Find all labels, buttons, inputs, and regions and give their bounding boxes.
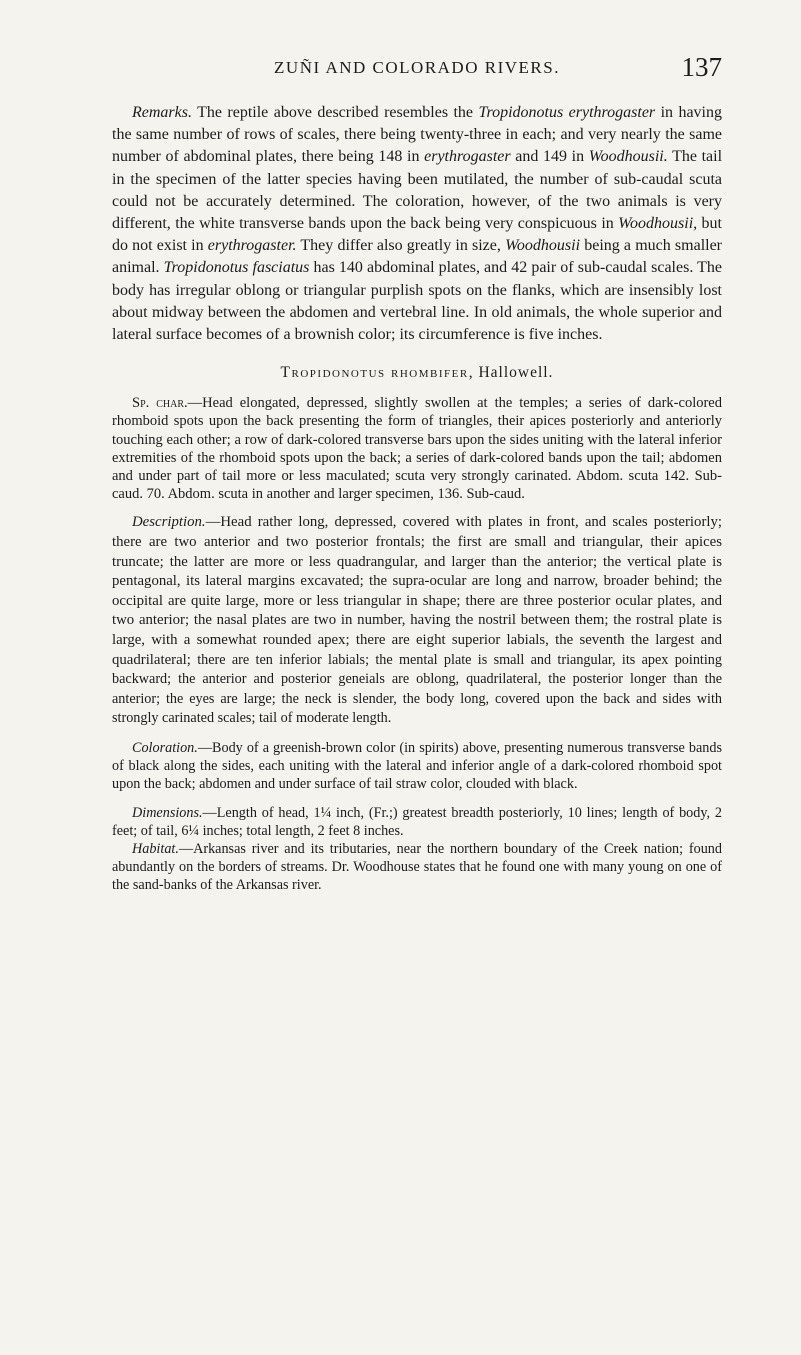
coloration-paragraph: Coloration.—Body of a greenish-brown color (in spirits) above, presenting numerous transverse bands of black along the sides, each uniting with the lateral and inferior angle of a dark-colored rhomboid spot upon the back; abdomen and under surface of tail straw color, clouded with black. [112,739,722,793]
description-label: Description. [132,514,206,531]
character-label: Sp. char. [132,395,188,412]
dimensions-label: Dimensions. [132,804,203,821]
specific-character-paragraph: Sp. char.—Head elongated, depressed, slightly swollen at the temples; a series of dark-colored rhomboid spots upon the back presenting the form of triangles, their apices posteriorly and anteriorly touching each other; a row of dark-colored transverse bars upon the sides uniting with the lateral inferior extremities of the rhomboid spots upon the back; a series of dark-colored bands upon the tail; abdomen and under part of tail more or less maculated; scuta very strongly carinated. Abdom. scuta 142. Sub-caud. 70. Abdom. scuta in another and larger specimen, 136. Sub-caud. [112,395,722,503]
running-title: ZUÑI AND COLORADO RIVERS. [274,58,560,77]
species-authority: , Hallowell. [468,364,554,382]
habitat-paragraph: Habitat.—Arkansas river and its tributaries, near the northern boundary of the Creek nation; found abundantly on the borders of streams. Dr. Woodhouse states that he found one with many young on one of the sand-banks of the Arkansas river. [112,841,722,894]
remarks-label: Remarks. [132,104,192,121]
dimensions-paragraph: Dimensions.—Length of head, 1¼ inch, (Fr.;) greatest breadth posteriorly, 10 lines; length of body, 2 feet; of tail, 6¼ inches; total length, 2 feet 8 inches. [112,804,722,839]
species-heading [112,364,722,382]
page-number: 137 [681,52,722,82]
habitat-label: Habitat. [132,841,179,857]
coloration-label: Coloration. [132,739,198,756]
running-head [112,52,722,90]
book-page [112,52,723,895]
description-paragraph: Description.—Head rather long, depressed, covered with plates in front, and scales posteriorly; there are two anterior and two posterior frontals; the first are small and triangular, their apices truncate; the latter are more or less quadrangular, and larger than the anterior; the vertical plate is pentagonal, its lateral margins excavated; the supra-ocular are long and narrow, broader behind; the occipital are quite large, more or less triangular in shape; there are three posterior ocular plates, and two anterior; the nasal plates are two in number, having the nostril between them; the rostral plate is large, with a somewhat rounded apex; there are eight superior labials, the seventh the largest and quadrilateral; there are ten inferior labials; the mental plate is small and triangular, its apex pointing backward; the anterior and posterior geneials are oblong, quadrilateral, the posterior longer than the anterior; the eyes are large; the neck is slender, the body long, covered upon the back and sides with strongly carinated scales; tail of moderate length. [112,514,722,727]
species-name: Tropidonotus rhombifer [280,364,469,382]
remarks-paragraph: Remarks. The reptile above described resembles the Tropidonotus erythrogaster in having the same number of rows of scales, there being twenty-three in each; and very nearly the same number of abdominal plates, there being 148 in erythrogaster and 149 in Woodhousii. The tail in the specimen of the latter species having been mutilated, the number of sub-caudal scuta could not be accurately determined. The coloration, however, of the two animals is very different, the white transverse bands upon the back being very conspicuous in Woodhousii, but do not exist in erythrogaster. They differ also greatly in size, Woodhousii being a much smaller animal. Tropidonotus fasciatus has 140 abdominal plates, and 42 pair of sub-caudal scales. The body has irregular oblong or triangular purplish spots on the flanks, which are insensibly lost about midway between the abdomen and vertebral line. In old animals, the whole superior and lateral surface becomes of a brownish color; its circumference is five inches. [112,104,723,344]
